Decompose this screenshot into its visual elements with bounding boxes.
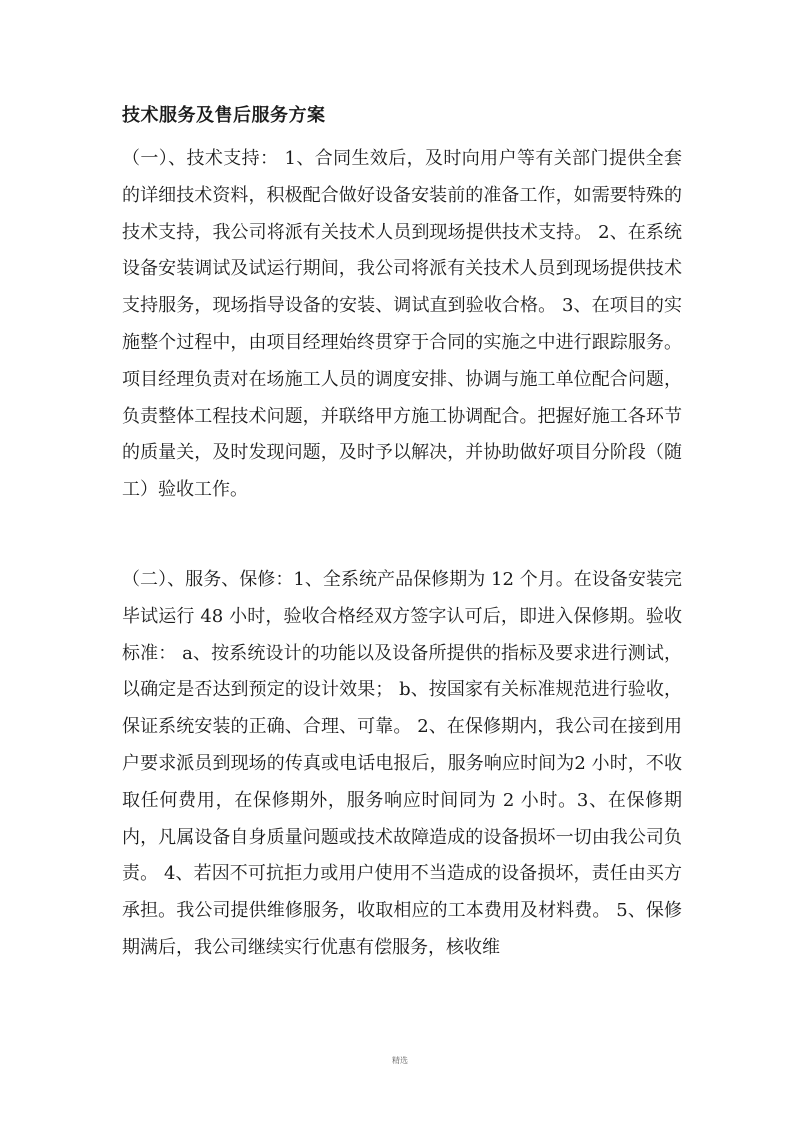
document-title: 技术服务及售后服务方案 <box>122 105 326 126</box>
paragraph-service-warranty: （二）、服务、保修：1、全系统产品保修期为 12 个月。在设备安装完毕试运行 48 小时，验收合格经双方签字认可后，即进入保修期。验收标准： a、按系统设计的功能以及设备所提供的指标及要求进行测试，以确定是否达到预定的设计效果； b、按国家有关标准规范进行验收，保证系统安装的正确、合理、可靠。 2、在保修期内，我公司在接到用户要求派员到现场的传真或电话电报后，服务响应时间为2 小时，不收取任何费用，在保修期外，服务响应时间同为 2 小时。3、在保修期内，凡属设备自身质量问题或技术故障造成的设备损坏一切由我公司负责。 4、若因不可抗拒力或用户使用不当造成的设备损坏，责任由买方承担。我公司提供维修服务，收取相应的工本费用及材料费。 5、保修期满后，我公司继续实行优惠有偿服务，核收维 <box>122 569 682 958</box>
page-footer: 精选 <box>392 1056 408 1065</box>
paragraph-technical-support: （一）、技术支持： 1、合同生效后，及时向用户等有关部门提供全套的详细技术资料，积极配合做好设备安装前的准备工作，如需要特殊的技术支持，我公司将派有关技术人员到现场提供技术支持。 2、在系统设备安装调试及试运行期间，我公司将派有关技术人员到现场提供技术支持服务，现场指导设备的安装、调试直到验收合格。 3、在项目的实施整个过程中，由项目经理始终贯穿于合同的实施之中进行跟踪服务。项目经理负责对在场施工人员的调度安排、协调与施工单位配合问题，负责整体工程技术问题，并联络甲方施工协调配合。把握好施工各环节的质量关，及时发现问题，及时予以解决，并协助做好项目分阶段（随工）验收工作。 <box>122 148 682 501</box>
